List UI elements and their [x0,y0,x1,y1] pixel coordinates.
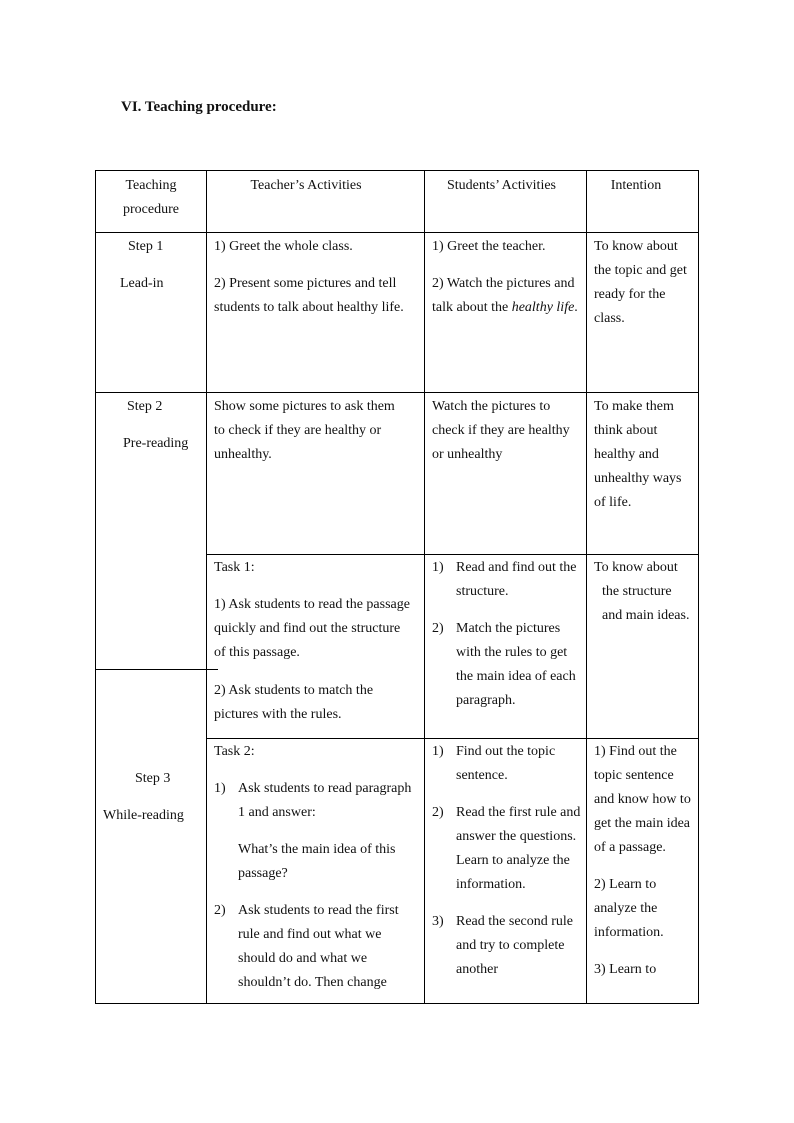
header-intention: Intention [610,178,662,193]
table-divider [586,171,587,1003]
step2-label: Step 2 [127,399,163,414]
task2-teacher [214,740,414,995]
list-number: 1) [432,744,444,759]
healthy-life-emphasis: healthy life [511,300,575,315]
list-text: Ask students to read paragraph 1 and answer: [238,781,412,820]
task2-students [432,740,582,982]
task1-intention [594,556,694,628]
task1-students [432,556,584,713]
step2-intention: To make them think about healthy and unhealthy ways of life. [594,399,682,510]
task2-students-item [432,740,582,788]
teaching-procedure-table [95,170,699,1004]
header-procedure-line: Teaching [125,178,177,193]
header-procedure-line: procedure [123,202,179,217]
step1-label: Step 1 [128,239,164,254]
task2-intention-item: 2) Learn to analyze the information. [594,877,664,940]
step1-teacher-item: 1) Greet the whole class. [214,239,353,254]
task2-students-item [432,801,582,897]
task1-title: Task 1: [214,560,255,575]
task1-students-item [432,617,584,713]
table-divider [96,392,698,393]
step2-students: Watch the pictures to check if they are healthy or unhealthy [432,399,570,462]
table-divider [424,171,425,1003]
list-number: 2) [214,903,226,918]
task2-intention-item: 3) Learn to [594,962,657,977]
header-procedure [96,174,206,222]
task2-students-item [432,910,582,982]
step1-students-text: 2) Watch the pictures and talk about the [432,276,575,315]
step2-teacher: Show some pictures to ask them to check if they are healthy or unhealthy. [214,399,395,462]
list-number: 3) [432,914,444,929]
step1-students-item [432,272,582,320]
list-number: 2) [432,805,444,820]
list-subtext: What’s the main idea of this passage? [238,842,396,881]
step1-intention: To know about the topic and get ready for the class. [594,239,687,326]
header-teacher: Teacher’s Activities [250,178,362,193]
list-text: Find out the topic sentence. [456,744,556,783]
step1-students-item: 1) Greet the teacher. [432,239,546,254]
section-heading: VI. Teaching procedure: [121,99,277,115]
step1-students-text: . [574,300,578,315]
list-text: Read the second rule and try to complete another [456,914,574,977]
table-divider [96,669,218,670]
list-number: 2) [432,621,444,636]
table-divider [96,232,698,233]
step3-name: While-reading [103,808,184,823]
task2-intention-item: 1) Find out the topic sentence and know how to get the main idea of a passage. [594,744,691,855]
step1-teacher [214,235,414,320]
list-number: 1) [214,781,226,796]
list-number: 1) [432,560,444,575]
task1-teacher [214,556,414,665]
task1-teacher-item: 1) Ask students to read the passage quickly and find out the structure of this passage. [214,597,410,660]
step1-teacher-item: 2) Present some pictures and tell students to talk about healthy life. [214,276,404,315]
table-divider [206,554,698,555]
list-text: Ask students to read the first rule and find out what we should do and what we shouldn’t do. Then change [238,903,399,990]
step2-name: Pre-reading [123,436,189,451]
list-text: Read and find out the structure. [456,560,577,599]
step1-students [432,235,582,320]
task1-teacher-2: 2) Ask students to match the pictures with the rules. [214,683,374,722]
header-students: Students’ Activities [446,178,556,193]
step1-name: Lead-in [120,276,164,291]
task2-intention [594,740,694,982]
task2-title: Task 2: [214,744,255,759]
list-text: Read the first rule and answer the questions. Learn to analyze the information. [456,805,581,892]
table-divider [206,738,698,739]
task2-teacher-item [214,777,414,886]
task1-intention-text: To know about the structure and main ideas. [594,560,690,623]
step3-label: Step 3 [135,771,171,786]
list-text: Match the pictures with the rules to get the main idea of each paragraph. [456,621,576,708]
task1-students-item [432,556,584,604]
task2-teacher-item [214,899,414,995]
table-divider [206,171,207,1003]
